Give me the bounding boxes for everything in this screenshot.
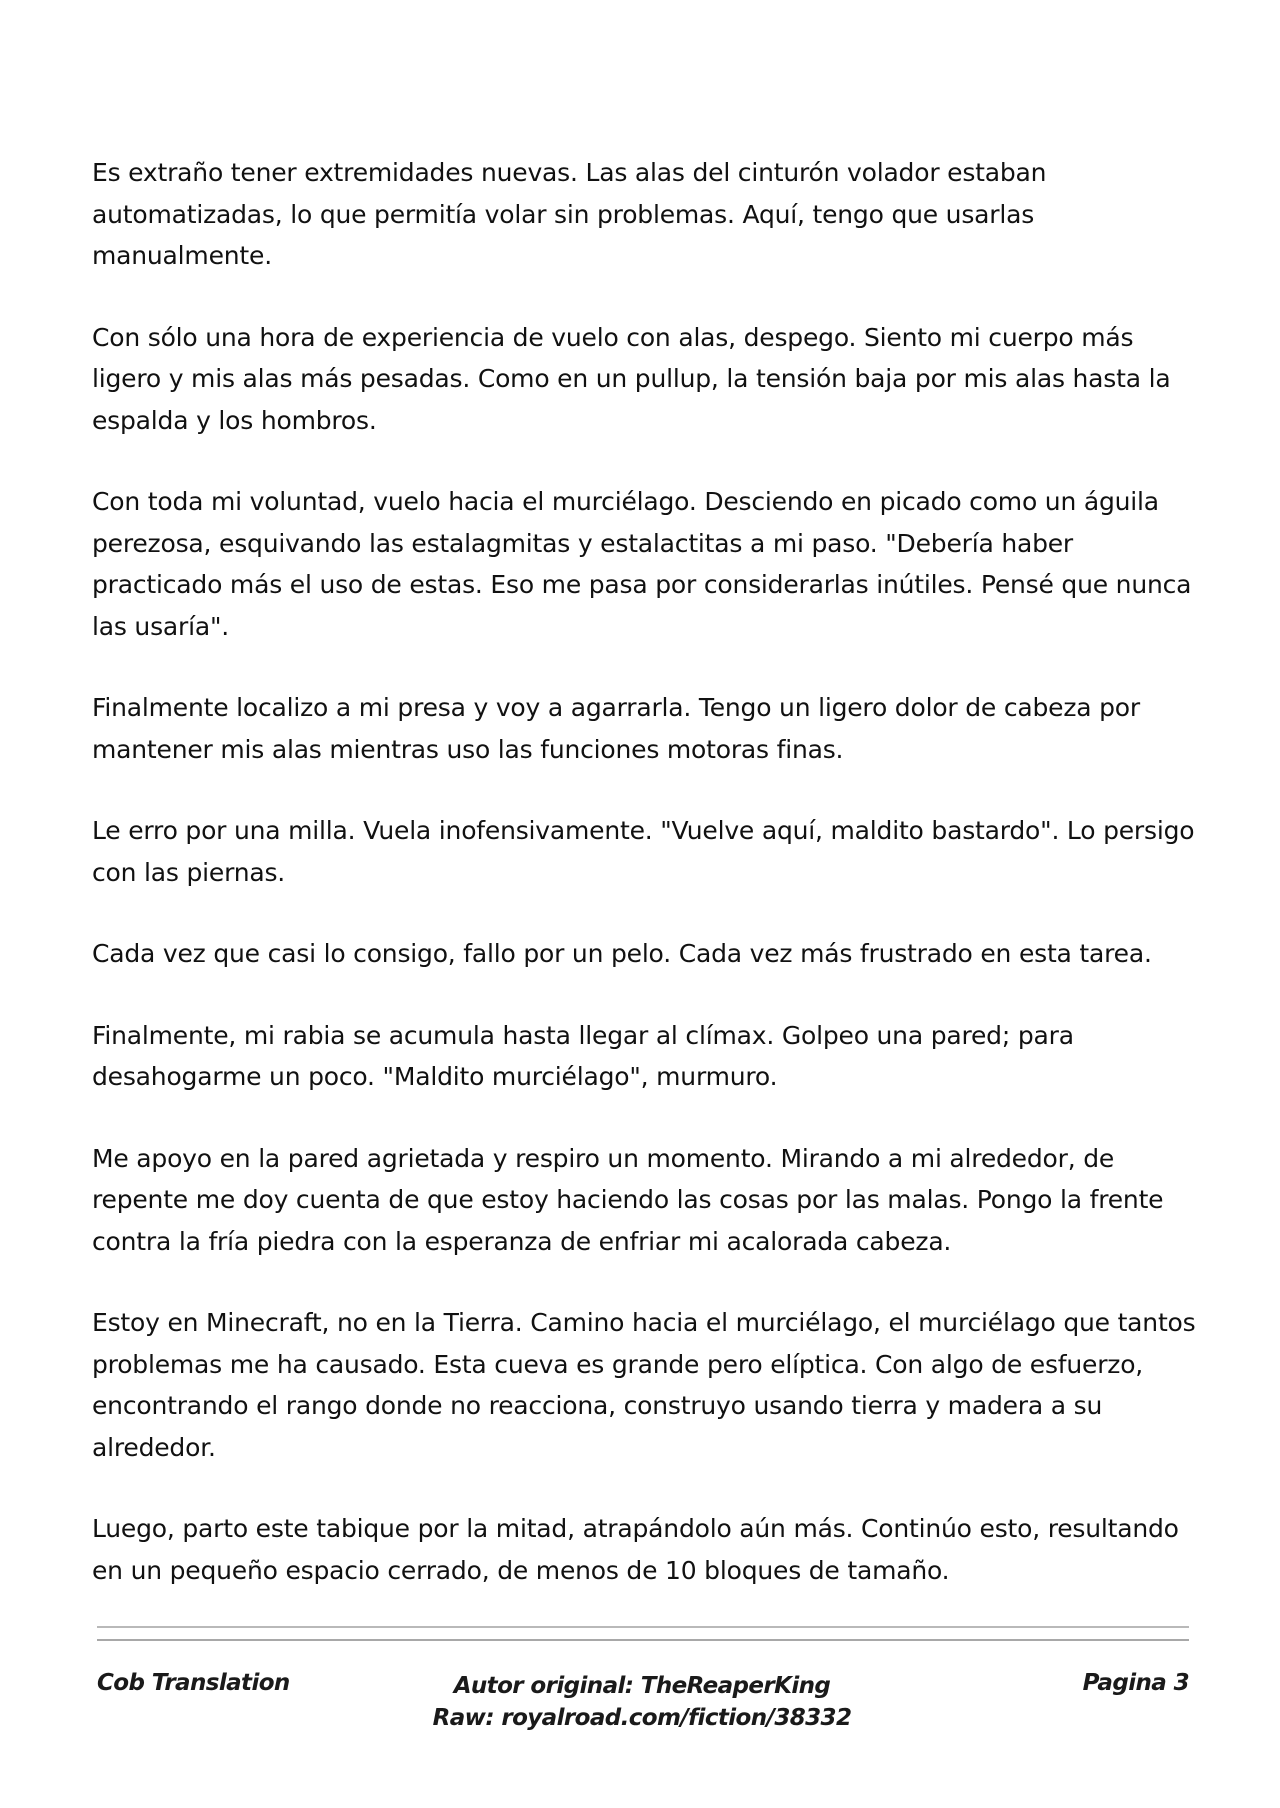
footer-divider-top bbox=[97, 1626, 1189, 1628]
paragraph-10: Luego, parto este tabique por la mitad, atrapándolo aún más. Continúo esto, resultando en un pequeño espacio cerrado, de menos de 10 bloques de tamaño. bbox=[92, 1514, 1179, 1585]
footer-translator: Cob Translation bbox=[97, 1670, 290, 1696]
paragraph-1: Es extraño tener extremidades nuevas. Las alas del cinturón volador estaban automatizadas, lo que permitía volar sin problemas. Aquí, tengo que usarlas manualmente. bbox=[92, 158, 1047, 270]
paragraph-7: Finalmente, mi rabia se acumula hasta llegar al clímax. Golpeo una pared; para desahogarme un poco. "Maldito murciélago", murmuro. bbox=[92, 1020, 1074, 1091]
paragraph-2: Con sólo una hora de experiencia de vuelo con alas, despego. Siento mi cuerpo más ligero y mis alas más pesadas. Como en un pullup, la tensión baja por mis alas hasta la espalda y los hombros. bbox=[92, 322, 1171, 435]
page-footer bbox=[97, 1670, 1189, 1750]
paragraph-9: Estoy en Minecraft, no en la Tierra. Camino hacia el murciélago, el murciélago que tantos problemas me ha causado. Esta cueva es grande pero elíptica. Con algo de esfuerzo, encontrando el rango donde no reacciona, construyo usando tierra y madera a su alrededor. bbox=[92, 1308, 1196, 1462]
paragraph-3: Con toda mi voluntad, vuelo hacia el murciélago. Desciendo en picado como un águila perezosa, esquivando las estalagmitas y estalactitas a mi paso. "Debería haber practicado más el uso de estas. Eso me pasa por considerarlas inútiles. Pensé que nunca las usaría". bbox=[92, 487, 1192, 641]
paragraph-4: Finalmente localizo a mi presa y voy a agarrarla. Tengo un ligero dolor de cabeza por mantener mis alas mientras uso las funciones motoras finas. bbox=[92, 693, 1140, 764]
footer-raw-source: Raw: royalroad.com/fiction/38332 bbox=[432, 1705, 852, 1731]
paragraph-6: Cada vez que casi lo consigo, fallo por un pelo. Cada vez más frustrado en esta tarea. bbox=[92, 939, 1152, 968]
chapter-body bbox=[92, 152, 1202, 1631]
footer-credits bbox=[97, 1670, 1189, 1734]
footer-divider-bottom bbox=[97, 1639, 1189, 1641]
footer-page-number: Pagina 3 bbox=[1082, 1670, 1189, 1696]
paragraph-5: Le erro por una milla. Vuela inofensivamente. "Vuelve aquí, maldito bastardo". Lo persigo con las piernas. bbox=[92, 816, 1195, 887]
paragraph-8: Me apoyo en la pared agrietada y respiro un momento. Mirando a mi alrededor, de repente me doy cuenta de que estoy haciendo las cosas por las malas. Pongo la frente contra la fría piedra con la esperanza de enfriar mi acalorada cabeza. bbox=[92, 1143, 1164, 1256]
footer-original-author: Autor original: TheReaperKing bbox=[453, 1673, 831, 1699]
